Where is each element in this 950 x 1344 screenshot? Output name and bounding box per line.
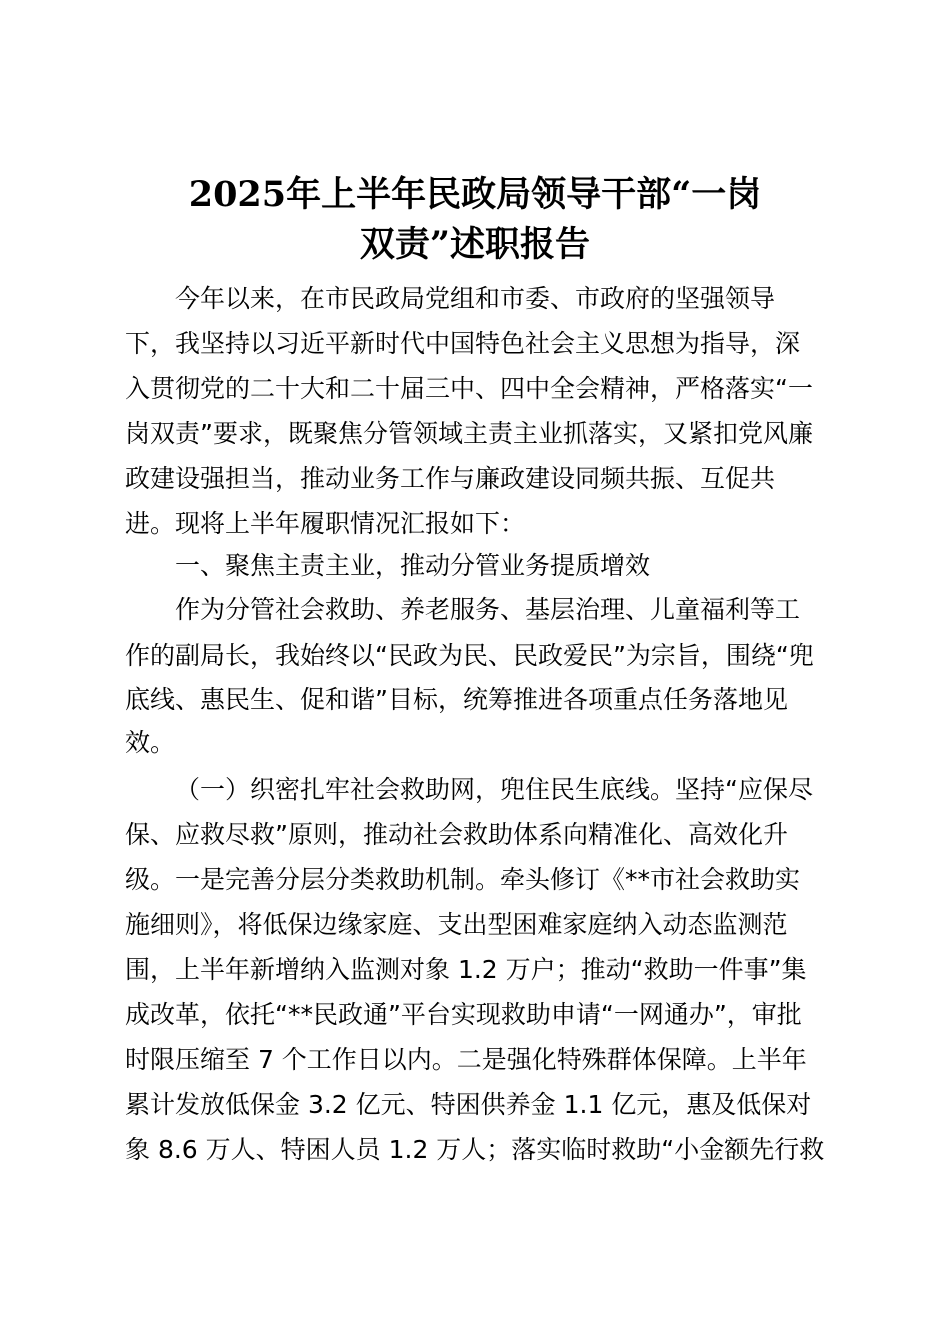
body-line: 进。现将上半年履职情况汇报如下： bbox=[125, 509, 526, 538]
body-line: 累计发放低保金 3.2 亿元、特困供养金 1.1 亿元，惠及低保对 bbox=[125, 1090, 812, 1119]
body-line: 下，我坚持以习近平新时代中国特色社会主义思想为指导，深 bbox=[125, 329, 801, 358]
body-line: 底线、惠民生、促和谐”目标，统筹推进各项重点任务落地见 bbox=[125, 685, 788, 714]
body-line: 保、应救尽救”原则，推动社会救助体系向精准化、高效化升 bbox=[125, 820, 788, 849]
section-heading: 一、聚焦主责主业，推动分管业务提质增效 bbox=[175, 551, 651, 580]
body-line: 入贯彻党的二十大和二十届三中、四中全会精神，严格落实“一 bbox=[125, 374, 813, 403]
subsection-line: （一）织密扎牢社会救助网，兜住民生底线。坚持“应保尽 bbox=[175, 775, 813, 804]
body-line: 今年以来，在市民政局党组和市委、市政府的坚强领导 bbox=[175, 284, 776, 313]
body-line: 效。 bbox=[125, 728, 176, 757]
body-line: 成改革，依托“**民政通”平台实现救助申请“一网通办”，审批 bbox=[125, 1000, 802, 1029]
body-line: 作的副局长，我始终以“民政为民、民政爱民”为宗旨，围绕“兜 bbox=[125, 641, 814, 670]
body-line: 围，上半年新增纳入监测对象 1.2 万户；推动“救助一件事”集 bbox=[125, 955, 807, 984]
body-line: 施细则》，将低保边缘家庭、支出型困难家庭纳入动态监测范 bbox=[125, 910, 788, 939]
body-line: 象 8.6 万人、特困人员 1.2 万人；落实临时救助“小金额先行救 bbox=[125, 1135, 825, 1164]
document-title-line-2: 双责”述职报告 bbox=[359, 224, 591, 265]
body-line: 作为分管社会救助、养老服务、基层治理、儿童福利等工 bbox=[175, 595, 801, 624]
document-title-line-1: 2025年上半年民政局领导干部“一岗 bbox=[188, 174, 762, 215]
body-line: 政建设强担当，推动业务工作与廉政建设同频共振、互促共 bbox=[125, 464, 776, 493]
body-line: 岗双责”要求，既聚焦分管领域主责主业抓落实，又紧扣党风廉 bbox=[125, 419, 813, 448]
body-line: 时限压缩至 7 个工作日以内。二是强化特殊群体保障。上半年 bbox=[125, 1045, 807, 1074]
body-line: 级。一是完善分层分类救助机制。牵头修订《**市社会救助实 bbox=[125, 865, 801, 894]
